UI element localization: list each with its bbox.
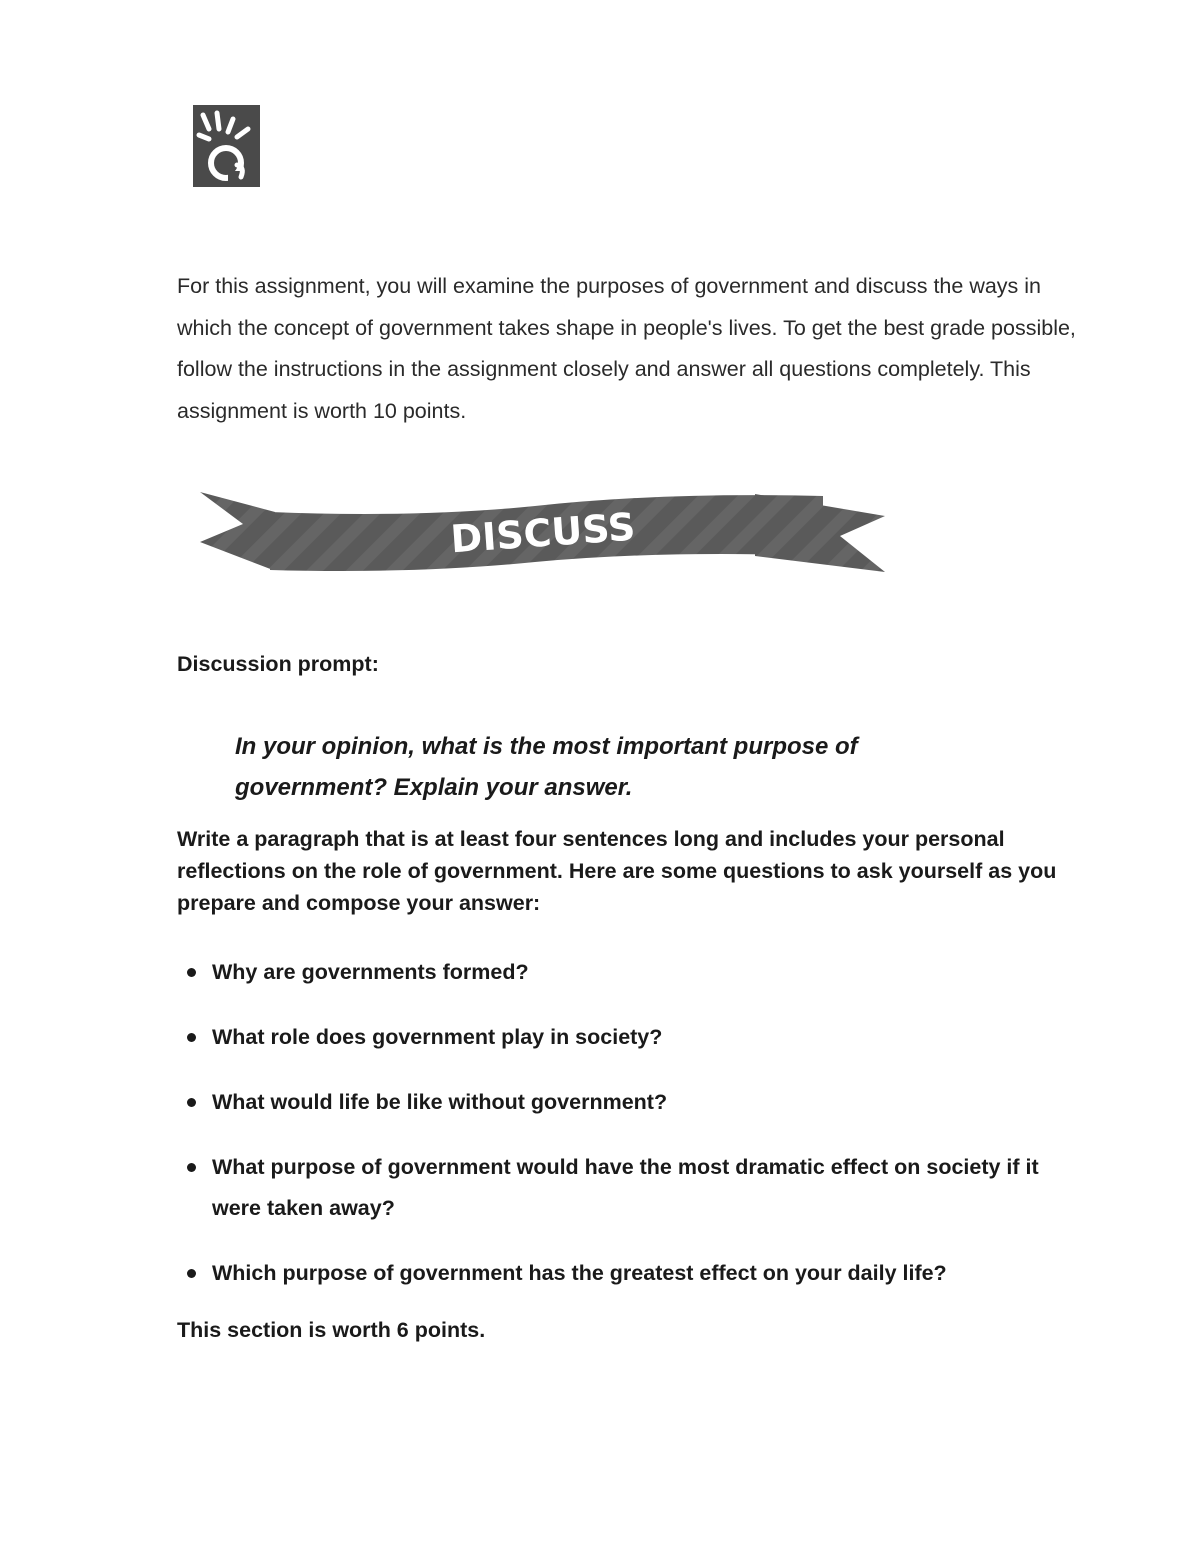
lightbulb-rays-icon — [193, 105, 260, 187]
list-item — [177, 952, 1067, 993]
instructions-paragraph: Write a paragraph that is at least four sentences long and includes your personal reflections on the role of government. Here are some questions to ask yourself as you prepare and compose your answer: — [177, 827, 1057, 915]
discussion-question: In your opinion, what is the most important purpose of government? Explain your answer. — [235, 733, 858, 801]
list-item-text: What would life be like without government? — [212, 1090, 668, 1114]
bullet-icon — [187, 1269, 196, 1278]
list-item — [177, 1147, 1067, 1229]
section-points-note: This section is worth 6 points. — [177, 1318, 486, 1342]
guiding-questions-list — [177, 952, 1067, 1318]
discuss-banner — [195, 484, 890, 580]
discussion-prompt-label: Discussion prompt: — [177, 652, 379, 676]
list-item-text: What role does government play in society? — [212, 1025, 663, 1049]
list-item — [177, 1253, 1067, 1294]
list-item — [177, 1017, 1067, 1058]
bullet-icon — [187, 1163, 196, 1172]
banner-label: DISCUSS — [449, 504, 637, 562]
bullet-icon — [187, 1033, 196, 1042]
list-item-text: What purpose of government would have the most dramatic effect on society if it were taken away? — [212, 1155, 1039, 1220]
list-item-text: Why are governments formed? — [212, 960, 529, 984]
bullet-icon — [187, 1098, 196, 1107]
intro-paragraph: For this assignment, you will examine the purposes of government and discuss the ways in which the concept of government takes shape in people's lives. To get the best grade possible, follow the instructions in the assignment closely and answer all questions completely. This assignment is worth 10 points. — [177, 274, 1076, 423]
list-item-text: Which purpose of government has the greatest effect on your daily life? — [212, 1261, 947, 1285]
bullet-icon — [187, 968, 196, 977]
list-item — [177, 1082, 1067, 1123]
